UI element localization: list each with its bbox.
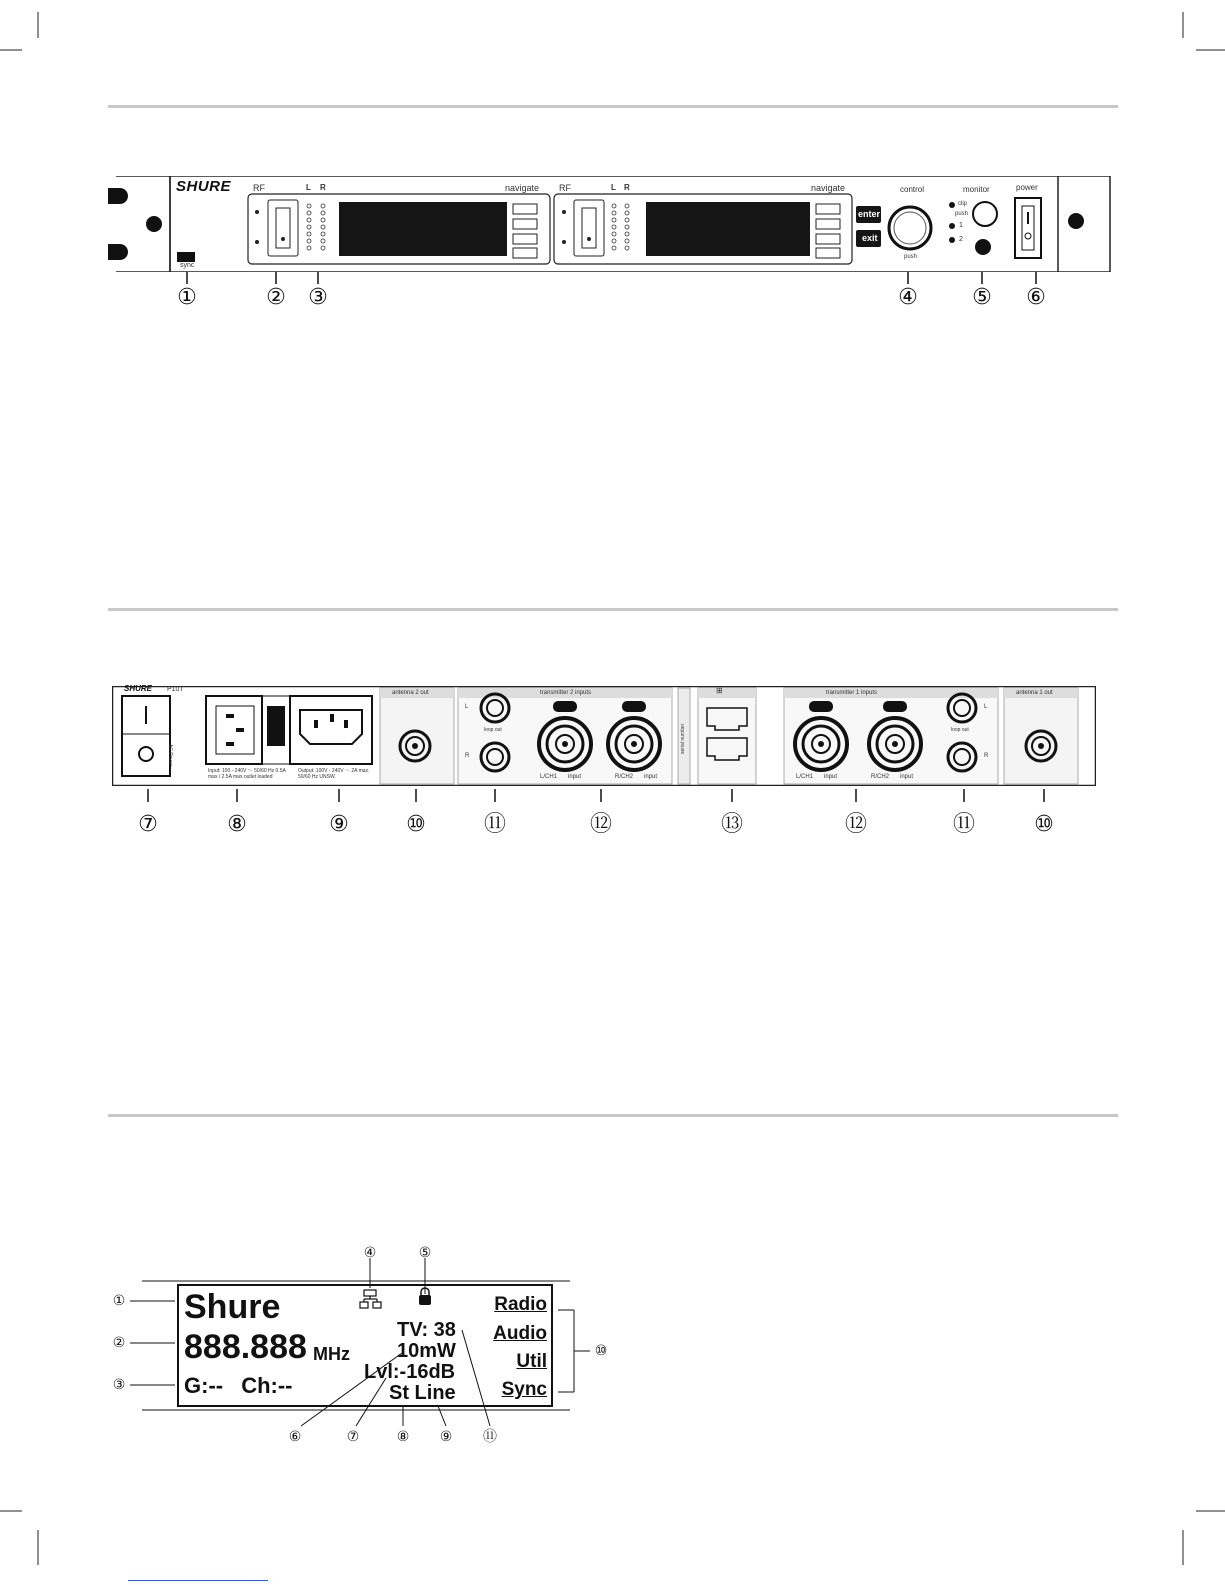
monitor-push-label: push <box>955 211 969 217</box>
lcd-audio-level: Lvl:-16dB <box>364 1361 456 1383</box>
tx2-rch2-label: R/CH2 <box>615 774 634 780</box>
lcd-callout-10: ⑩ <box>594 1343 608 1359</box>
lcd-callout-6: ⑥ <box>288 1429 302 1445</box>
lcd-frequency-unit: MHz <box>313 1344 350 1364</box>
control-push-label: push <box>904 254 918 260</box>
model-label: P10T <box>167 686 184 693</box>
ch1-r-label: R <box>320 183 326 192</box>
callout-1: ① <box>177 285 197 310</box>
tx1-label: transmitter 1 inputs <box>826 690 878 696</box>
tx1-lch1-label: L/CH1 <box>796 774 814 780</box>
lcd-callout-3: ③ <box>112 1377 126 1393</box>
lcd-callout-7: ⑦ <box>346 1429 360 1445</box>
lcd-group-channel: G:-- Ch:-- <box>184 1373 293 1398</box>
lcd-callout-8: ⑧ <box>396 1429 410 1445</box>
rear-leaders <box>0 788 1225 808</box>
callout-3: ③ <box>308 285 328 310</box>
lcd-rf-power: 10mW <box>397 1340 456 1362</box>
tx2-r-label: R <box>465 753 470 759</box>
callout-12-right: ⑫ <box>844 812 868 837</box>
section-rule-lcd <box>108 1114 1118 1117</box>
clip-label: clip <box>958 201 968 207</box>
lcd-name: Shure <box>184 1288 281 1326</box>
tx1-input-l-label: input <box>824 774 838 780</box>
lcd-callout-4: ④ <box>363 1245 377 1261</box>
tx1-input-r-label: input <box>900 774 914 780</box>
callout-13: ⑬ <box>720 812 744 837</box>
callout-5: ⑤ <box>972 285 992 310</box>
sync-label: sync <box>180 262 195 269</box>
ch2-r-label: R <box>624 183 630 192</box>
tx1-r-label: R <box>984 753 989 759</box>
enter-button[interactable]: enter <box>858 209 881 219</box>
front-panel <box>108 176 1118 272</box>
exit-button[interactable]: exit <box>862 233 878 243</box>
callout-10-left: ⑩ <box>406 812 426 837</box>
antenna1-label: antenna 1 out <box>1016 690 1053 696</box>
lcd-audio-mode: St Line <box>389 1382 456 1404</box>
ch2-rf-label: RF <box>559 183 571 193</box>
menu-radio[interactable]: Radio <box>494 1294 547 1315</box>
tx2-label: transmitter 2 inputs <box>540 690 592 696</box>
tx2-lch1-label: L/CH1 <box>540 774 558 780</box>
lcd-menu <box>470 1290 547 1410</box>
lcd-callout-2: ② <box>112 1335 126 1351</box>
network-icon: ⊞ <box>716 686 723 695</box>
monitor-label: monitor <box>963 185 990 194</box>
tx1-rch2-label: R/CH2 <box>871 774 890 780</box>
tx1-loop-out-label: loop out <box>951 727 969 733</box>
callout-6: ⑥ <box>1026 285 1046 310</box>
lcd-frequency: 888.888 <box>184 1328 307 1366</box>
lcd-callout-5: ⑤ <box>418 1245 432 1261</box>
power-label: power <box>1016 183 1038 192</box>
section-rule-rear <box>108 608 1118 611</box>
ch2-navigate-label: navigate <box>811 183 846 193</box>
footer-link-underline <box>128 1580 268 1581</box>
ch1-rf-label: RF <box>253 183 265 193</box>
section-rule-front <box>108 105 1118 108</box>
tx2-input-l-label: input <box>568 774 582 780</box>
callout-8: ⑧ <box>227 812 247 837</box>
rear-panel <box>112 686 1096 786</box>
control-label: control <box>900 185 925 194</box>
serial-number-label: serial number <box>680 723 686 754</box>
callout-4: ④ <box>898 285 918 310</box>
ac-power-label: AC Power <box>167 744 173 767</box>
callout-10-right: ⑩ <box>1034 812 1054 837</box>
input-spec: Input: 100 - 240V ～ 50/60 Hz 0.5A max / 2.5A max outlet loaded <box>208 768 286 780</box>
tx2-l-label: L <box>465 704 469 710</box>
callout-9: ⑨ <box>329 812 349 837</box>
monitor-1-label: 1 <box>959 222 963 229</box>
monitor-2-label: 2 <box>959 236 963 243</box>
ch2-l-label: L <box>611 183 616 192</box>
ch1-navigate-label: navigate <box>505 183 540 193</box>
antenna2-label: antenna 2 out <box>392 690 429 696</box>
output-spec: Output: 100V - 240V ～ 2A max. 50/60 Hz UNSW. <box>298 768 370 780</box>
lcd-tv-channel: TV: 38 <box>397 1319 456 1341</box>
menu-audio[interactable]: Audio <box>493 1323 547 1344</box>
callout-2: ② <box>266 285 286 310</box>
callout-7: ⑦ <box>138 812 158 837</box>
tx2-loop-out-label: loop out <box>484 727 502 733</box>
tx2-input-r-label: input <box>644 774 658 780</box>
lcd-callout-9: ⑨ <box>439 1429 453 1445</box>
rear-brand-logo: SHURE <box>124 684 153 693</box>
tx1-l-label: L <box>984 704 988 710</box>
callout-12-left: ⑫ <box>589 812 613 837</box>
brand-logo: SHURE <box>176 178 232 195</box>
callout-11-right: ⑪ <box>952 812 976 837</box>
lcd-callout-1: ① <box>112 1293 126 1309</box>
callout-11-left: ⑪ <box>483 812 507 837</box>
ch1-l-label: L <box>306 183 311 192</box>
menu-util[interactable]: Util <box>516 1351 547 1372</box>
menu-sync[interactable]: Sync <box>501 1379 547 1400</box>
lcd-callout-11: ⑪ <box>483 1429 497 1445</box>
